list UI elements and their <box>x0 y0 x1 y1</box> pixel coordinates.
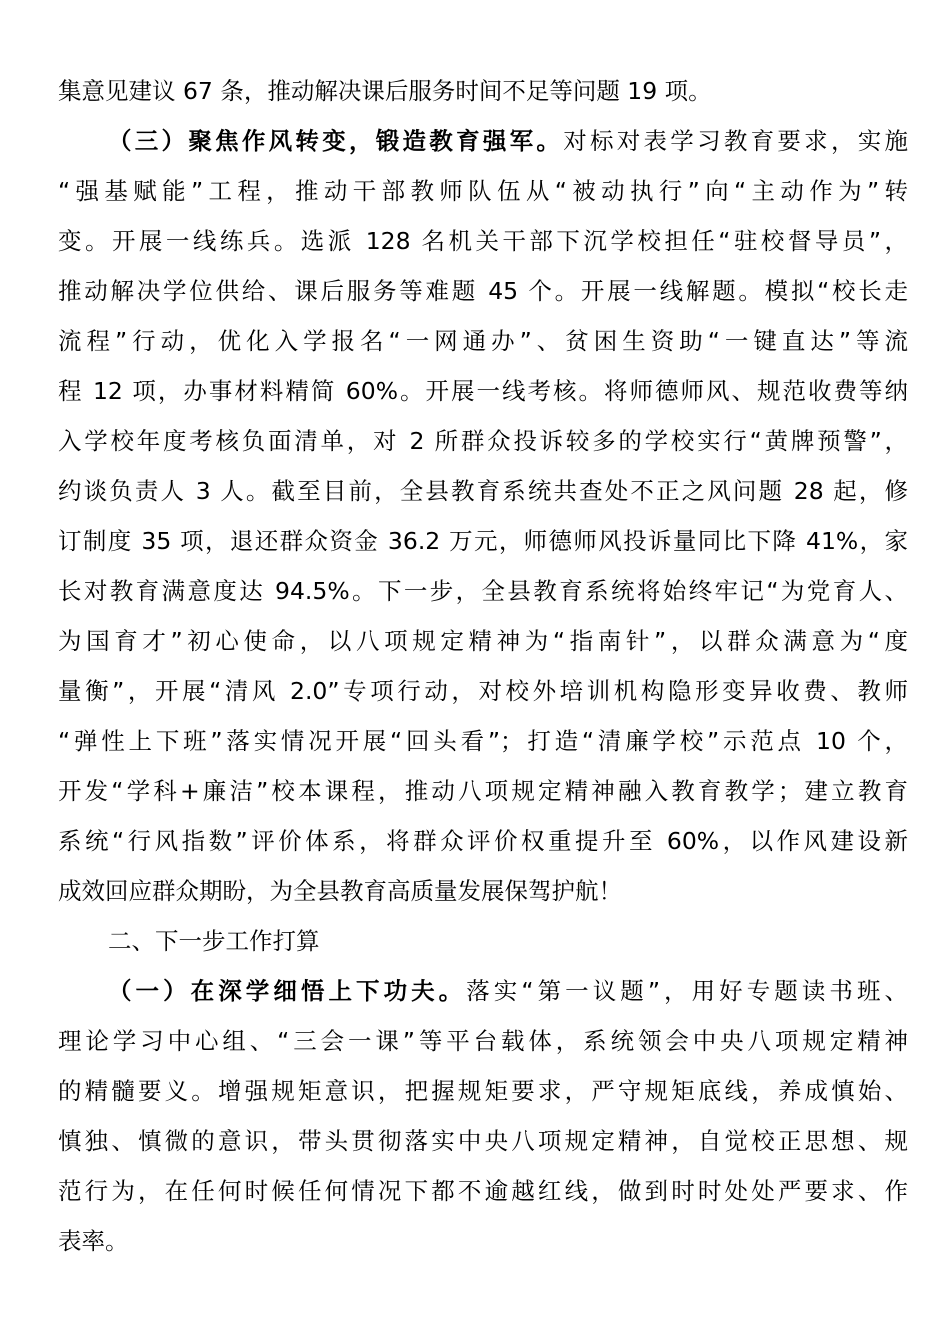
document-page <box>58 66 908 1266</box>
text-line-20: 理论学习中心组、“三会一课”等平台载体，系统领会中央八项规定精神 <box>58 1027 908 1055</box>
text-line-9: 约谈负责人 3 人。截至目前，全县教育系统共查处不正之风问题 28 起，修 <box>58 477 908 505</box>
text-line-1: 集意见建议 67 条，推动解决课后服务时间不足等问题 19 项。 <box>58 77 712 105</box>
section-title: （三）聚焦作风转变，锻造教育强军。 <box>108 127 564 155</box>
text-line-4: 变。开展一线练兵。选派 128 名机关干部下沉学校担任“驻校督导员”， <box>58 227 908 255</box>
text-line-6: 流程”行动，优化入学报名“一网通办”、贫困生资助“一键直达”等流 <box>58 327 908 355</box>
text-line-24: 表率。 <box>58 1227 129 1255</box>
text-line-15: 开发“学科+廉洁”校本课程，推动八项规定精神融入教育教学；建立教育 <box>58 777 908 805</box>
text-line-3: “强基赋能”工程，推动干部教师队伍从“被动执行”向“主动作为”转 <box>58 177 908 205</box>
text-line-13: 量衡”，开展“清风 2.0”专项行动，对校外培训机构隐形变异收费、教师 <box>58 677 908 705</box>
text-line-16: 系统“行风指数”评价体系，将群众评价权重提升至 60%，以作风建设新 <box>58 827 908 855</box>
text-line-14: “弹性上下班”落实情况开展“回头看”；打造“清廉学校”示范点 10 个， <box>58 727 908 755</box>
text-line-22: 慎独、慎微的意识，带头贯彻落实中央八项规定精神，自觉校正思想、规 <box>58 1127 908 1155</box>
text-line-23: 范行为，在任何时候任何情况下都不逾越红线，做到时时处处严要求、作 <box>58 1177 908 1205</box>
chapter-heading-2: 二、下一步工作打算 <box>108 927 320 955</box>
text-line-21: 的精髓要义。增强规矩意识，把握规矩要求，严守规矩底线，养成慎始、 <box>58 1077 908 1105</box>
section-title: （一）在深学细悟上下功夫。 <box>108 977 467 1005</box>
text-line-12: 为国育才”初心使命，以八项规定精神为“指南针”，以群众满意为“度 <box>58 627 908 655</box>
text-line-17: 成效回应群众期盼，为全县教育高质量发展保驾护航！ <box>58 877 622 905</box>
section-heading-3: （三）聚焦作风转变，锻造教育强军。对标对表学习教育要求，实施 <box>108 127 908 155</box>
text-line-11: 长对教育满意度达 94.5%。下一步，全县教育系统将始终牢记“为党育人、 <box>58 577 908 605</box>
section-heading-1: （一）在深学细悟上下功夫。落实“第一议题”，用好专题读书班、 <box>108 977 908 1005</box>
text-line-7: 程 12 项，办事材料精简 60%。开展一线考核。将师德师风、规范收费等纳 <box>58 377 908 405</box>
text-line-10: 订制度 35 项，退还群众资金 36.2 万元，师德师风投诉量同比下降 41%，家 <box>58 527 908 555</box>
text-line-8: 入学校年度考核负面清单，对 2 所群众投诉较多的学校实行“黄牌预警”， <box>58 427 908 455</box>
text-line-5: 推动解决学位供给、课后服务等难题 45 个。开展一线解题。模拟“校长走 <box>58 277 908 305</box>
